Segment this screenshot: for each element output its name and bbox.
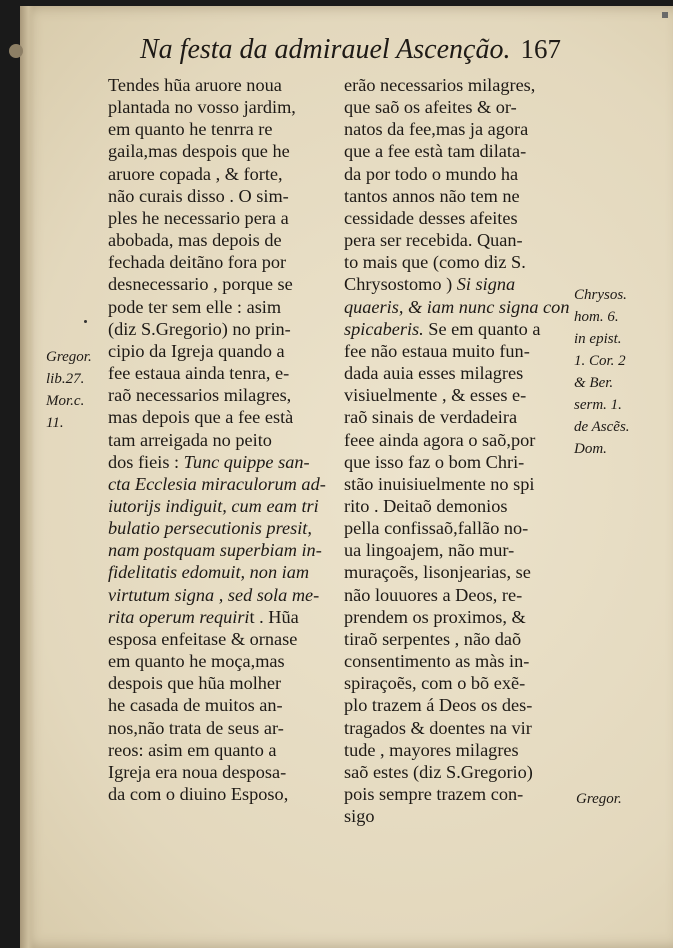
- text-line: da por todo o mundo ha: [344, 163, 519, 184]
- text-line: prendem os proximos, &: [344, 606, 526, 627]
- text-line: [344, 318, 570, 340]
- text-line: dada auia esses milagres: [344, 363, 524, 384]
- text-line: sigo: [344, 806, 375, 827]
- text-line: spiraçoẽs, com o bõ exẽ-: [344, 673, 526, 694]
- latin-quote: Tunc quippe san-: [183, 451, 310, 472]
- text-line: raõ sinais de verdadeira: [344, 407, 518, 428]
- running-header: [140, 34, 570, 74]
- text-line: cipio da Igreja quando a: [108, 340, 285, 361]
- latin-quote: spicaberis.: [344, 318, 424, 339]
- margin-citation-line: de Ascẽs.: [574, 419, 630, 435]
- text-line: erão necessarios milagres,: [344, 75, 536, 95]
- ink-speck: [84, 320, 87, 323]
- text-line: cessidade desses afeites: [344, 207, 518, 228]
- text-line: fee estaua ainda tenra, e-: [108, 363, 290, 384]
- text-line: esposa enfeitase & ornase: [108, 628, 298, 649]
- text-line: Igreja era noua desposa-: [108, 761, 287, 782]
- text-line: virtutum signa , sed sola me-: [108, 584, 320, 605]
- text-line: em quanto he tenrra re: [108, 119, 273, 140]
- text-line: nam postquam superbiam in-: [108, 540, 322, 561]
- text-line: tam arreigada no peito: [108, 429, 272, 450]
- text-line: nos,não trata de seus ar-: [108, 717, 284, 738]
- text-line: mas depois que a fee està: [108, 407, 294, 428]
- text-line: pode ter sem elle : asim: [108, 296, 282, 317]
- corner-mark: [662, 12, 668, 18]
- text-line: [344, 273, 570, 295]
- text-line: despois que hũa molher: [108, 673, 282, 694]
- text-line: tragados & doentes na vir: [344, 717, 532, 738]
- text-line: cta Ecclesia miraculorum ad-: [108, 473, 326, 494]
- text-line: plantada no vosso jardim,: [108, 97, 296, 118]
- text-line: natos da fee,mas ja agora: [344, 119, 529, 140]
- margin-citation-line: Chrysos.: [574, 287, 627, 303]
- left-text-column: [108, 74, 330, 805]
- margin-citation-line: 1. Cor. 2: [574, 353, 626, 369]
- margin-citation-line: Gregor.: [576, 791, 622, 807]
- text-line: stão inuisiuelmente no spi: [344, 473, 535, 494]
- text-line-roman: Chrysostomo ): [344, 274, 457, 295]
- text-line: desnecessario , porque se: [108, 274, 293, 295]
- text-line: visiuelmente , & esses e-: [344, 385, 527, 406]
- margin-citation-line: & Ber.: [574, 375, 614, 391]
- text-line: consentimento as màs in-: [344, 651, 530, 672]
- right-margin-note-bottom: [576, 788, 622, 810]
- text-line: pella confissaõ,fallão no-: [344, 518, 529, 539]
- left-margin-note: [46, 346, 92, 434]
- text-line: saõ estes (diz S.Gregorio): [344, 761, 533, 782]
- text-line: abobada, mas depois de: [108, 230, 282, 251]
- text-line: tude , mayores milagres: [344, 739, 519, 760]
- text-line: (diz S.Gregorio) no prin-: [108, 318, 291, 339]
- page-gutter-shadow: [20, 6, 34, 948]
- page-number: 167: [520, 34, 561, 64]
- latin-quote: Si signa: [456, 274, 516, 295]
- margin-citation-line: lib.27.: [46, 371, 85, 387]
- text-line: plo trazem á Deos os des-: [344, 695, 533, 716]
- running-title: Na festa da admirauel Ascenção.: [140, 34, 511, 65]
- text-line: iutorijs indiguit, cum eam tri: [108, 495, 319, 516]
- text-line: que saõ os afeites & or-: [344, 97, 517, 118]
- margin-citation-line: Gregor.: [46, 349, 92, 365]
- text-line: tantos annos não tem ne: [344, 185, 520, 206]
- text-line: to mais que (como diz S.: [344, 252, 526, 273]
- right-text-column: [344, 74, 570, 827]
- text-line: da com o diuino Esposo,: [108, 784, 289, 804]
- margin-citation-line: 11.: [46, 415, 64, 431]
- text-line: [108, 606, 330, 628]
- text-line: aruore copada , & forte,: [108, 163, 283, 184]
- text-line-roman: Se em quanto a: [423, 318, 541, 339]
- text-line: Tendes hũa aruore noua: [108, 75, 282, 95]
- binding-pin: [9, 44, 23, 58]
- text-line: feee ainda agora o saõ,por: [344, 429, 536, 450]
- latin-quote: rita operum requiri: [108, 606, 250, 627]
- right-margin-note-top: [574, 284, 630, 460]
- margin-citation-line: in epist.: [574, 331, 622, 347]
- text-line: fechada deitãno fora por: [108, 252, 287, 273]
- text-line: ples he necessario pera a: [108, 207, 289, 228]
- text-line: fidelitatis edomuit, non iam: [108, 562, 310, 583]
- text-line: he casada de muitos an-: [108, 695, 283, 716]
- text-line: que isso faz o bom Chri-: [344, 451, 525, 472]
- margin-citation-line: hom. 6.: [574, 309, 619, 325]
- text-line: não curais disso . O sim-: [108, 185, 289, 206]
- text-line-roman: t . Hũa: [249, 606, 299, 627]
- text-line: ua lingoajem, não mur-: [344, 540, 515, 561]
- text-line: não louuores a Deos, re-: [344, 584, 523, 605]
- text-line: em quanto he moça,mas: [108, 651, 285, 672]
- margin-citation-line: serm. 1.: [574, 397, 622, 413]
- text-line: pera ser recebida. Quan-: [344, 230, 523, 251]
- text-line-roman: dos fieis :: [108, 451, 184, 472]
- text-line: tiraõ serpentes , não daõ: [344, 628, 522, 649]
- text-line: muraçoẽs, lisonjearias, se: [344, 562, 531, 583]
- margin-citation-line: Mor.c.: [46, 393, 85, 409]
- text-line: pois sempre trazem con-: [344, 784, 524, 804]
- text-line: bulatio persecutionis presit,: [108, 518, 312, 539]
- text-line: raõ necessarios milagres,: [108, 385, 292, 406]
- text-line: rito . Deitaõ demonios: [344, 495, 508, 516]
- text-line: que a fee està tam dilata-: [344, 141, 527, 162]
- text-line: fee não estaua muito fun-: [344, 340, 530, 361]
- text-line: quaeris, & iam nunc signa con: [344, 296, 570, 317]
- margin-citation-line: Dom.: [574, 441, 607, 457]
- text-line: reos: asim em quanto a: [108, 739, 277, 760]
- text-line: [108, 451, 330, 473]
- text-line: gaila,mas despois que he: [108, 141, 290, 162]
